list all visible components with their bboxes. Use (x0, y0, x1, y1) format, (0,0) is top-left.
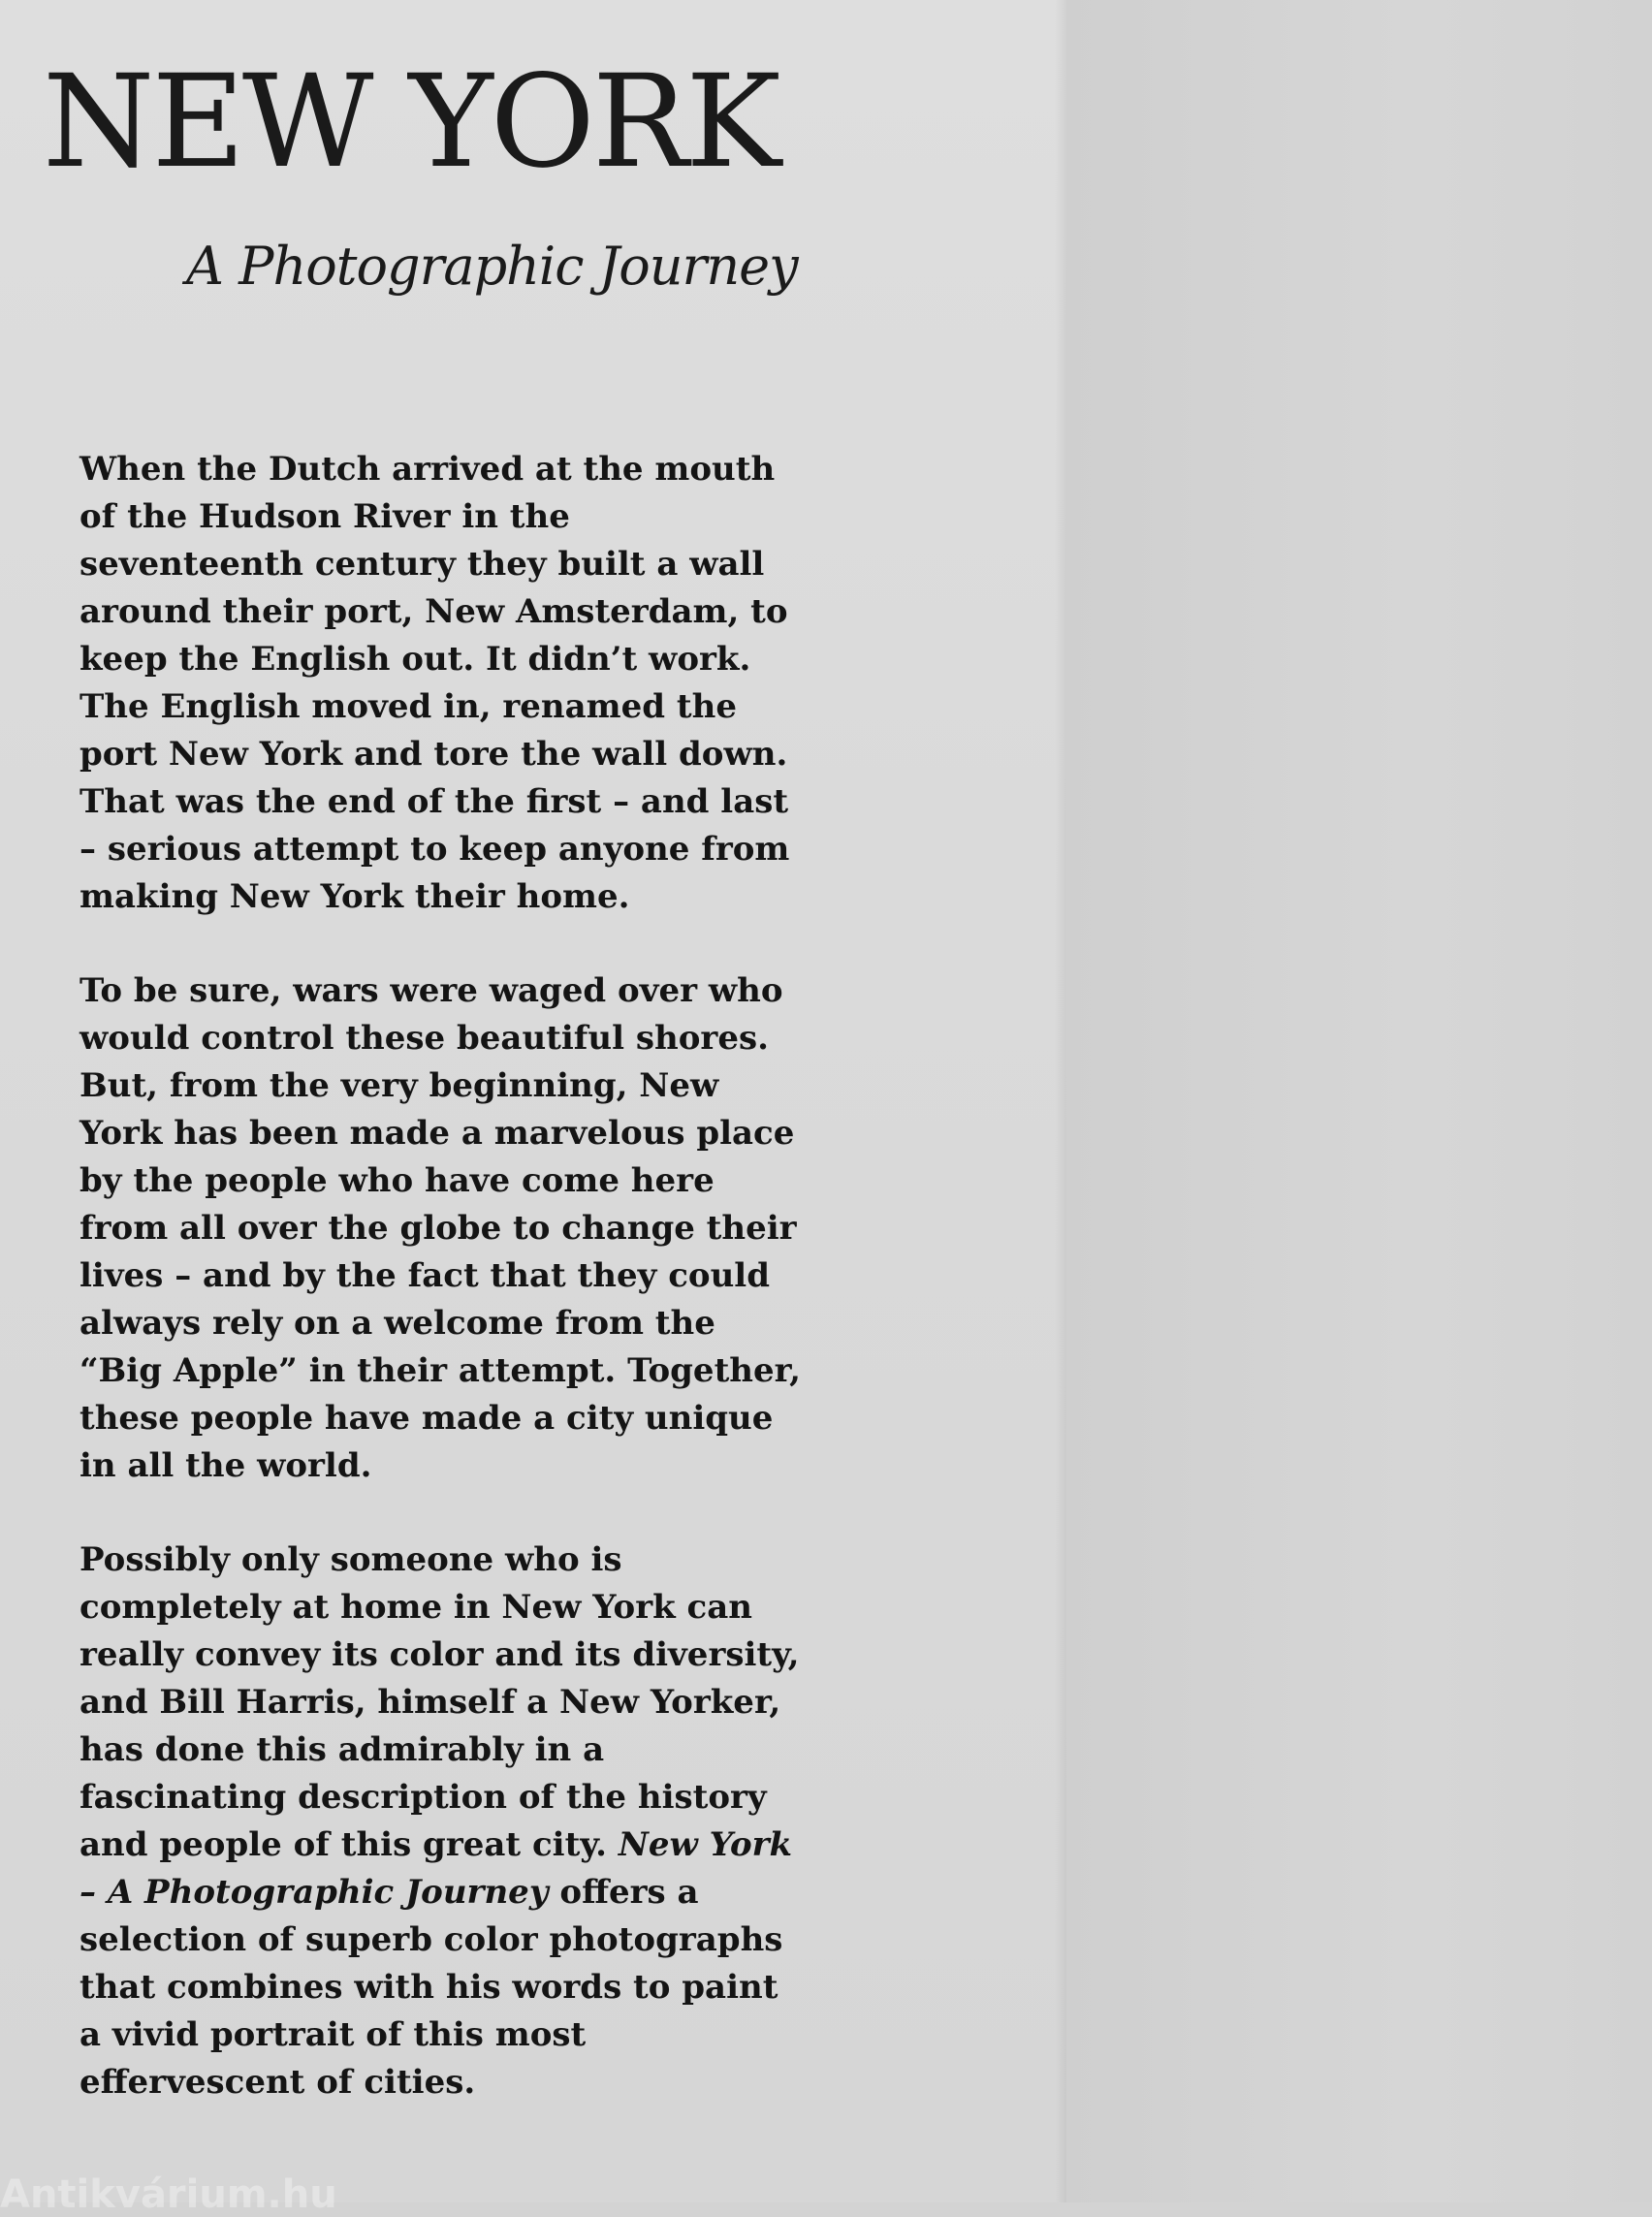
book-subtitle: A Photographic Journey (186, 236, 798, 297)
watermark: Antikvárium.hu (0, 2172, 337, 2217)
blurb-paragraph-3-end: offers a selection of superb color photographs that combines with his words to paint a vivid portrait of this most effervescent of cities. (79, 1873, 783, 2102)
jacket-inner-panel (1066, 0, 1652, 2202)
blurb-paragraph-1: When the Dutch arrived at the mouth of the Hudson River in the seventeenth century they built a wall around their port, New Amsterdam, to keep the English out. It didn’t work. The English moved in, renamed the port New York and tore the wall down. That was the end of the first – and last – serious attempt to keep anyone from making New York their home. (79, 450, 790, 916)
blurb-paragraph-3-start: Possibly only someone who is completely at home in New York can really convey its color and its diversity, and Bill Harris, himself a New Yorker, has done this admirably in a fascinating description of the history and people of this great city. (79, 1540, 800, 1864)
blurb-paragraph-3 (79, 1536, 816, 2106)
blurb-book-title-italic: New York – A Photographic Journey (79, 1825, 793, 1912)
blurb-text (79, 446, 816, 2153)
blurb-paragraph-2: To be sure, wars were waged over who would control these beautiful shores. But, from the very beginning, New York has been made a marvelous place by the people who have come here from all over the globe to change their lives – and by the fact that they could always rely on a welcome from the “Big Apple” in their attempt. Together, these people have made a city unique in all the world. (79, 971, 801, 1485)
book-title: NEW YORK (43, 48, 778, 197)
